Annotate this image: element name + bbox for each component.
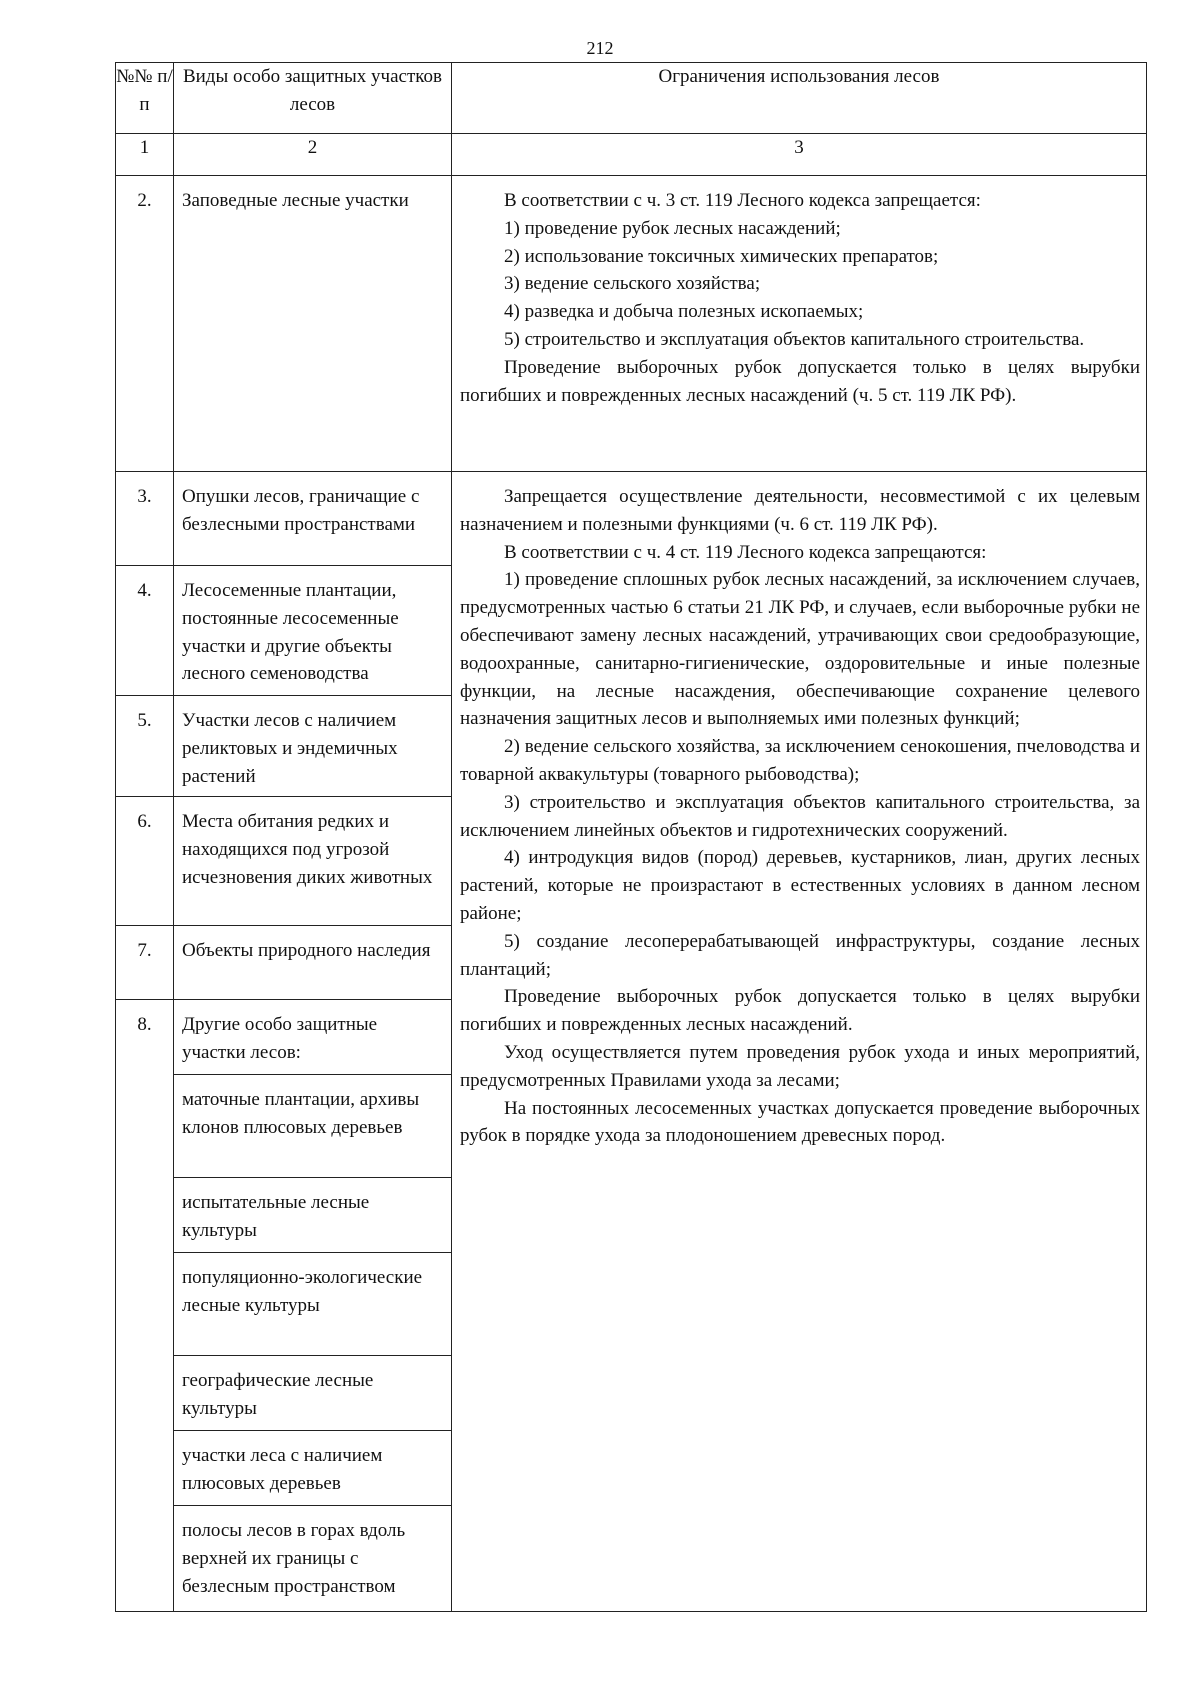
restriction-paragraph: Запрещается осуществление деятельности, несовместимой с их целевым назначением и полезными функциями (ч. 6 ст. 119 ЛК РФ).: [460, 486, 1140, 535]
row-number: 7.: [116, 926, 174, 1000]
column-number: 1: [116, 134, 174, 176]
protected-area-subkind: полосы лесов в горах вдоль верхней их границы с безлесным пространством: [182, 1520, 406, 1597]
restriction-paragraph: 1) проведение сплошных рубок лесных насаждений, за исключением случаев, предусмотренных частью 6 статьи 21 ЛК РФ, и случаев, если выборочные рубки не обеспечивают замену лесных насаждений, утрачивающих свои средообразующие, водоохранные, санитарно-гигиенические, оздоровительные и иные полезные функции, на лесные насаждения, обеспечивающие сохранение целевого назначения защитных лесов и выполняемых ими полезных функций;: [460, 569, 1140, 730]
protected-area-kind: Участки лесов с наличием реликтовых и эндемичных растений: [174, 696, 452, 797]
restriction-paragraph: Проведение выборочных рубок допускается только в целях вырубки погибших и поврежденных лесных насаждений (ч. 5 ст. 119 ЛК РФ).: [460, 356, 1140, 406]
row-number: 8.: [116, 1000, 174, 1612]
protected-area-subkind: маточные плантации, архивы клонов плюсовых деревьев: [174, 1075, 451, 1178]
restriction-paragraph: 2) ведение сельского хозяйства, за исключением сенокошения, пчеловодства и товарной аквакультуры (товарного рыбоводства);: [460, 736, 1140, 785]
protected-area-kind: Объекты природного наследия: [174, 926, 452, 1000]
header-number: №№ п/п: [116, 63, 174, 134]
restrictions-cell: [452, 472, 1147, 1612]
protected-area-kind: Другие особо защитные участки лесов:: [174, 1000, 451, 1075]
restriction-paragraph: 1) проведение рубок лесных насаждений;: [504, 217, 841, 239]
restriction-paragraph: 5) создание лесоперерабатывающей инфраструктуры, создание лесных плантаций;: [460, 930, 1140, 980]
restriction-paragraph: Уход осуществляется путем проведения рубок ухода и иных мероприятий, предусмотренных Правилами ухода за лесами;: [460, 1041, 1140, 1091]
table-header-row: [116, 63, 1147, 134]
table-row: [116, 472, 1147, 566]
column-number-row: [116, 134, 1147, 176]
row-number: 3.: [116, 472, 174, 566]
page-number: 212: [586, 38, 614, 58]
protected-area-kind-group: [174, 1000, 452, 1612]
restriction-paragraph: 3) строительство и эксплуатация объектов капитального строительства, за исключением линейных объектов и гидротехнических сооружений.: [460, 791, 1140, 841]
protected-area-kind: Опушки лесов, граничащие с безлесными пространствами: [174, 472, 452, 566]
restriction-paragraph: Проведение выборочных рубок допускается только в целях вырубки погибших и поврежденных лесных насаждений.: [460, 986, 1140, 1036]
restriction-paragraph: 2) использование токсичных химических препаратов;: [504, 245, 939, 267]
restriction-paragraph: В соответствии с ч. 4 ст. 119 Лесного кодекса запрещаются:: [504, 541, 987, 563]
header-restrictions: Ограничения использования лесов: [452, 63, 1147, 134]
protected-area-subkind: участки леса с наличием плюсовых деревьев: [174, 1431, 451, 1506]
restriction-paragraph: 4) разведка и добыча полезных ископаемых;: [504, 301, 864, 323]
header-kind: Виды особо защитных участков лесов: [174, 63, 452, 134]
protected-area-subkind: географические лесные культуры: [174, 1356, 451, 1431]
row-number: 6.: [116, 797, 174, 926]
restriction-paragraph: 4) интродукция видов (пород) деревьев, кустарников, лиан, других лесных растений, которые не произрастают в естественных условиях в данном лесном районе;: [460, 847, 1140, 924]
protected-area-kind: Места обитания редких и находящихся под угрозой исчезновения диких животных: [174, 797, 452, 926]
row-number: 2.: [116, 176, 174, 472]
restrictions-cell: [452, 176, 1147, 472]
restriction-paragraph: 3) ведение сельского хозяйства;: [504, 273, 761, 295]
protected-area-kind: Заповедные лесные участки: [174, 176, 452, 472]
protected-area-subkind: испытательные лесные культуры: [174, 1178, 451, 1253]
column-number: 2: [174, 134, 452, 176]
protected-area-kind: Лесосеменные плантации, постоянные лесосеменные участки и другие объекты лесного семеноводства: [174, 566, 452, 696]
row-number: 4.: [116, 566, 174, 696]
protected-area-subkind: популяционно-экологические лесные культуры: [174, 1253, 451, 1356]
table-row: [116, 176, 1147, 472]
row-number: 5.: [116, 696, 174, 797]
restriction-paragraph: На постоянных лесосеменных участках допускается проведение выборочных рубок в порядке ухода за плодоношением древесных пород.: [460, 1097, 1140, 1147]
restriction-paragraph: 5) строительство и эксплуатация объектов капитального строительства.: [504, 328, 1085, 350]
restriction-paragraph: В соответствии с ч. 3 ст. 119 Лесного кодекса запрещается:: [504, 190, 981, 211]
restrictions-table: [115, 62, 1147, 1612]
column-number: 3: [452, 134, 1147, 176]
